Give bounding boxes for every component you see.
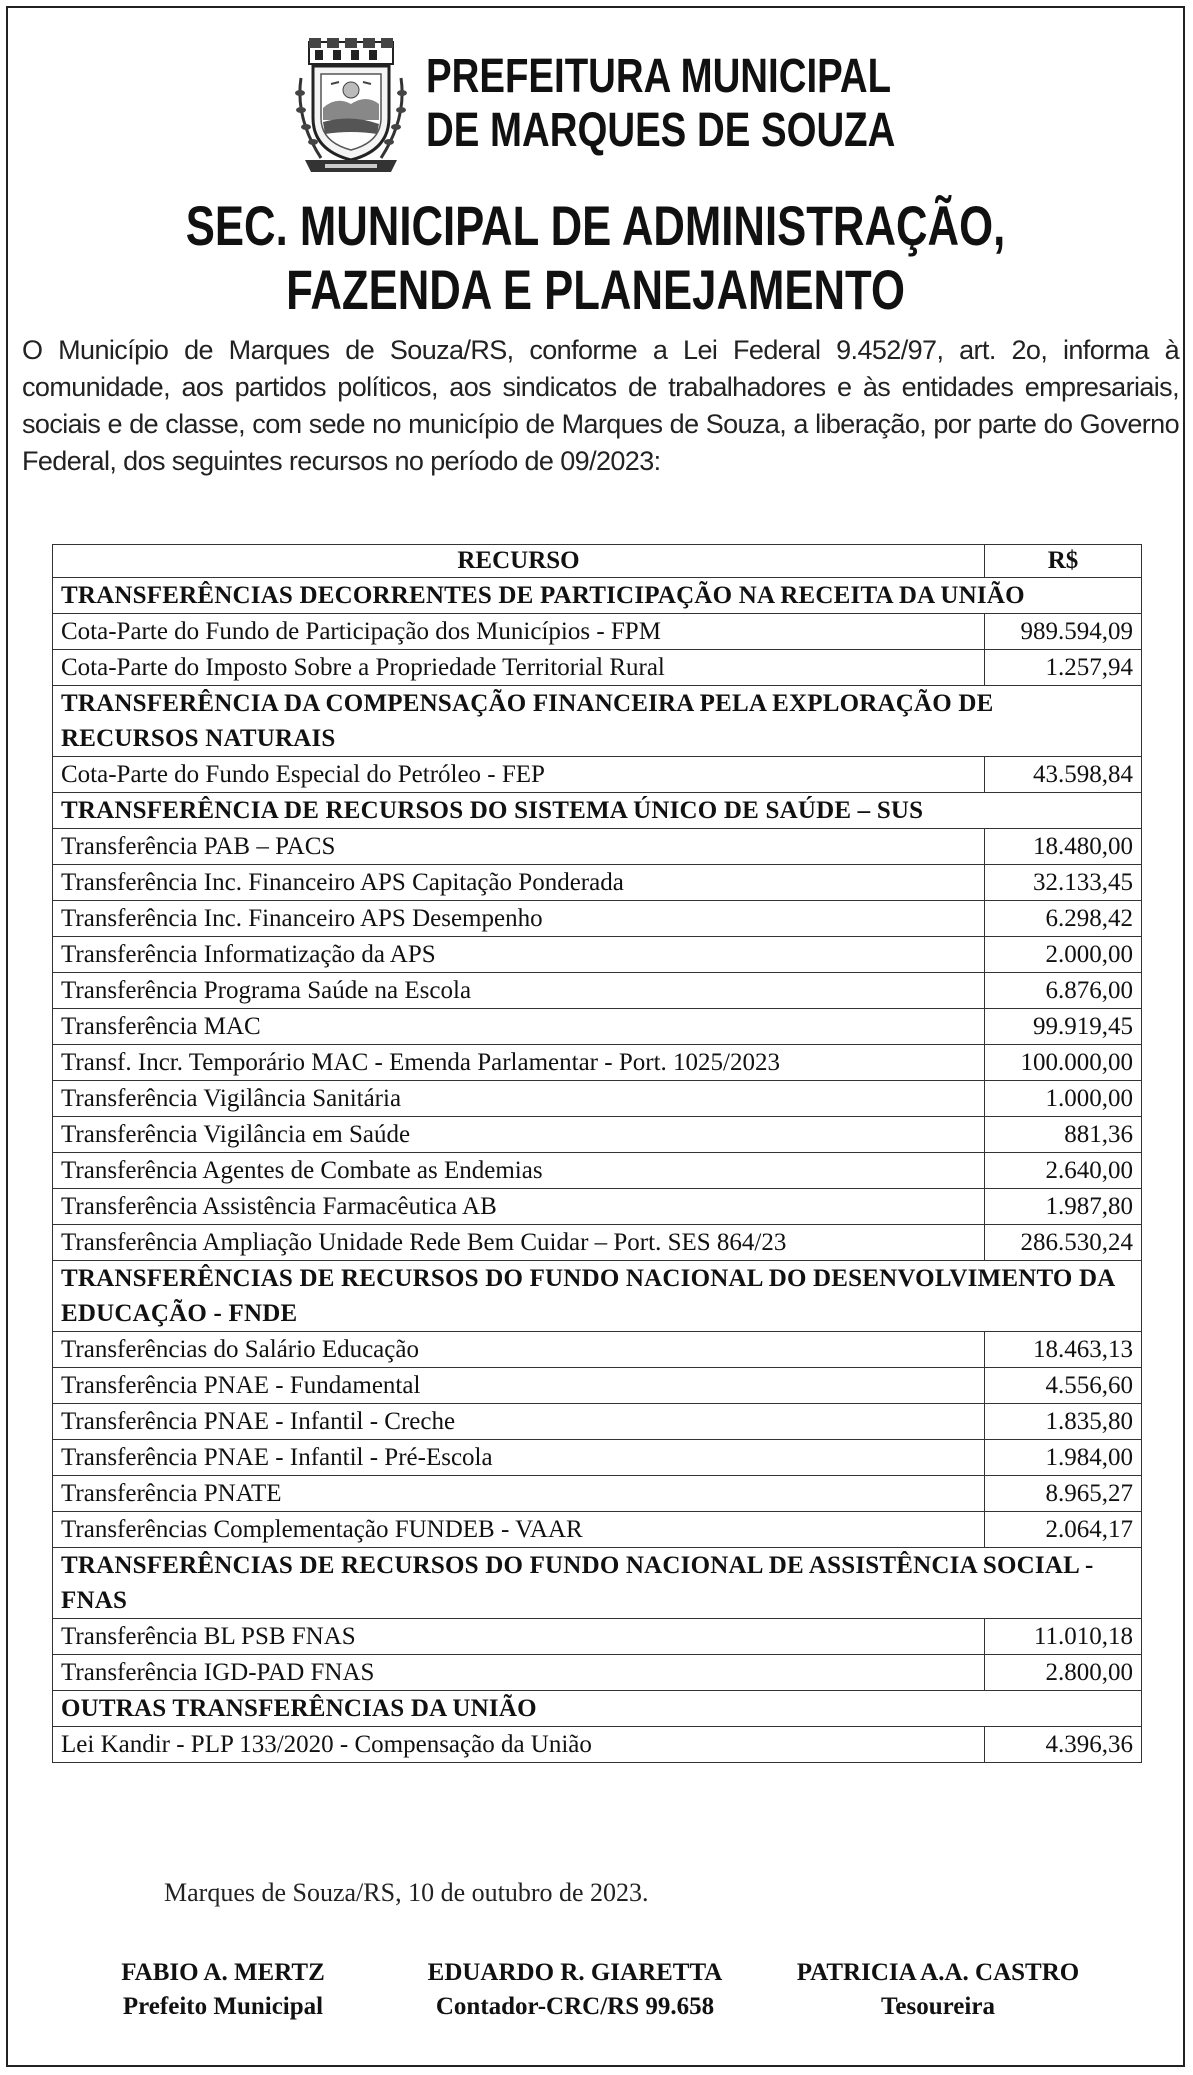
signatory-name: EDUARDO R. GIARETTA (427, 1959, 723, 1986)
row-value: 989.594,09 (985, 614, 1142, 650)
row-label: Lei Kandir - PLP 133/2020 - Compensação da União (53, 1727, 985, 1763)
row-label: Transferência Programa Saúde na Escola (53, 973, 985, 1009)
row-value: 4.556,60 (985, 1368, 1142, 1404)
section-title: TRANSFERÊNCIA DA COMPENSAÇÃO FINANCEIRA PELA EXPLORAÇÃO DE RECURSOS NATURAIS (53, 686, 1142, 757)
row-label: Transferência PNAE - Infantil - Creche (53, 1404, 985, 1440)
table-row (53, 1619, 1142, 1655)
row-label: Transferência PNATE (53, 1476, 985, 1512)
intro-paragraph: O Município de Marques de Souza/RS, conforme a Lei Federal 9.452/97, art. 2o, informa à comunidade, aos partidos políticos, aos sindicatos de trabalhadores e às entidades empresariais, sociais e de classe, com sede no município de Marques de Souza, a liberação, por parte do Governo Federal, dos seguintes recursos no período de 09/2023: (22, 335, 1179, 476)
row-label: Transferência BL PSB FNAS (53, 1619, 985, 1655)
row-label: Transferência Inc. Financeiro APS Capitação Ponderada (53, 865, 985, 901)
signatory-role: Tesoureira (881, 1993, 995, 2020)
row-value: 1.257,94 (985, 650, 1142, 686)
document-frame (6, 6, 1185, 2067)
section-title: TRANSFERÊNCIA DE RECURSOS DO SISTEMA ÚNICO DE SAÚDE – SUS (53, 793, 1142, 829)
table-row (53, 865, 1142, 901)
section-title: TRANSFERÊNCIAS DECORRENTES DE PARTICIPAÇÃO NA RECEITA DA UNIÃO (53, 578, 1142, 614)
row-value: 2.064,17 (985, 1512, 1142, 1548)
row-value: 43.598,84 (985, 757, 1142, 793)
table-row (53, 901, 1142, 937)
row-label: Transferência MAC (53, 1009, 985, 1045)
table-row (53, 1045, 1142, 1081)
department-title-line-2: FAZENDA E PLANEJAMENTO (286, 258, 905, 321)
row-label: Cota-Parte do Fundo Especial do Petróleo - FEP (53, 757, 985, 793)
department-title-line-1: SEC. MUNICIPAL DE ADMINISTRAÇÃO, (185, 194, 1006, 257)
municipality-title (426, 50, 1013, 158)
table-row (53, 937, 1142, 973)
table-row (53, 1009, 1142, 1045)
row-label: Transferência PAB – PACS (53, 829, 985, 865)
table-row (53, 973, 1142, 1009)
row-label: Transferências Complementação FUNDEB - VAAR (53, 1512, 985, 1548)
row-value: 100.000,00 (985, 1045, 1142, 1081)
row-value: 2.640,00 (985, 1153, 1142, 1189)
row-value: 6.876,00 (985, 973, 1142, 1009)
table-row (53, 1404, 1142, 1440)
signatory-name: PATRICIA A.A. CASTRO (796, 1959, 1080, 1986)
row-label: Transferência Vigilância Sanitária (53, 1081, 985, 1117)
table-row (53, 1189, 1142, 1225)
section-title: TRANSFERÊNCIAS DE RECURSOS DO FUNDO NACIONAL DO DESENVOLVIMENTO DA EDUCAÇÃO - FNDE (53, 1261, 1142, 1332)
section-row (53, 1548, 1142, 1619)
signatory-mayor (108, 1956, 338, 2024)
section-row (53, 686, 1142, 757)
table-row (53, 1368, 1142, 1404)
row-label: Transferência Inc. Financeiro APS Desempenho (53, 901, 985, 937)
signatory-role: Prefeito Municipal (122, 1993, 324, 2020)
row-value: 1.987,80 (985, 1189, 1142, 1225)
section-row (53, 793, 1142, 829)
row-label: Transferência Agentes de Combate as Endemias (53, 1153, 985, 1189)
row-label: Cota-Parte do Fundo de Participação dos Municípios - FPM (53, 614, 985, 650)
signatory-role: Contador-CRC/RS 99.658 (435, 1993, 715, 2020)
row-label: Transf. Incr. Temporário MAC - Emenda Parlamentar - Port. 1025/2023 (53, 1045, 985, 1081)
row-label: Transferência PNAE - Fundamental (53, 1368, 985, 1404)
section-title: OUTRAS TRANSFERÊNCIAS DA UNIÃO (53, 1691, 1142, 1727)
header (8, 32, 1183, 182)
row-value: 286.530,24 (985, 1225, 1142, 1261)
row-label: Transferência PNAE - Infantil - Pré-Escola (53, 1440, 985, 1476)
row-value: 2.000,00 (985, 937, 1142, 973)
row-value: 32.133,45 (985, 865, 1142, 901)
row-label: Transferência Vigilância em Saúde (53, 1117, 985, 1153)
table-row (53, 829, 1142, 865)
signatory-name: FABIO A. MERTZ (121, 1959, 325, 1986)
department-title (8, 194, 1183, 322)
row-label: Transferência IGD-PAD FNAS (53, 1655, 985, 1691)
row-label: Transferência Informatização da APS (53, 937, 985, 973)
table-row (53, 1153, 1142, 1189)
signatory-accountant (404, 1956, 746, 2024)
table-header-row (53, 545, 1142, 578)
resources-table (52, 544, 1142, 1763)
row-label: Transferência Ampliação Unidade Rede Bem Cuidar – Port. SES 864/23 (53, 1225, 985, 1261)
title-line-2: DE MARQUES DE SOUZA (426, 104, 896, 157)
row-label: Transferência Assistência Farmacêutica AB (53, 1189, 985, 1225)
row-value: 8.965,27 (985, 1476, 1142, 1512)
row-label: Transferências do Salário Educação (53, 1332, 985, 1368)
row-value: 4.396,36 (985, 1727, 1142, 1763)
table-row (53, 1476, 1142, 1512)
table-row (53, 1225, 1142, 1261)
table-row (53, 1440, 1142, 1476)
row-value: 1.000,00 (985, 1081, 1142, 1117)
date-line: Marques de Souza/RS, 10 de outubro de 2023. (164, 1878, 649, 1907)
municipal-coat-of-arms-icon (291, 38, 411, 178)
signatory-treasurer (778, 1956, 1098, 2024)
table-row (53, 1332, 1142, 1368)
table-row (53, 1655, 1142, 1691)
table-row (53, 614, 1142, 650)
title-line-1: PREFEITURA MUNICIPAL (426, 50, 892, 103)
table-row (53, 757, 1142, 793)
section-row (53, 1261, 1142, 1332)
column-header-valor: R$ (985, 545, 1142, 578)
row-value: 18.463,13 (985, 1332, 1142, 1368)
section-row (53, 578, 1142, 614)
row-value: 99.919,45 (985, 1009, 1142, 1045)
column-header-recurso: RECURSO (53, 545, 985, 578)
row-value: 1.984,00 (985, 1440, 1142, 1476)
table-row (53, 1081, 1142, 1117)
row-value: 881,36 (985, 1117, 1142, 1153)
row-value: 18.480,00 (985, 829, 1142, 865)
row-value: 2.800,00 (985, 1655, 1142, 1691)
section-row (53, 1691, 1142, 1727)
row-label: Cota-Parte do Imposto Sobre a Propriedade Territorial Rural (53, 650, 985, 686)
table-row (53, 1512, 1142, 1548)
table-row (53, 1117, 1142, 1153)
row-value: 11.010,18 (985, 1619, 1142, 1655)
section-title: TRANSFERÊNCIAS DE RECURSOS DO FUNDO NACIONAL DE ASSISTÊNCIA SOCIAL - FNAS (53, 1548, 1142, 1619)
row-value: 6.298,42 (985, 901, 1142, 937)
table-row (53, 650, 1142, 686)
row-value: 1.835,80 (985, 1404, 1142, 1440)
table-row (53, 1727, 1142, 1763)
